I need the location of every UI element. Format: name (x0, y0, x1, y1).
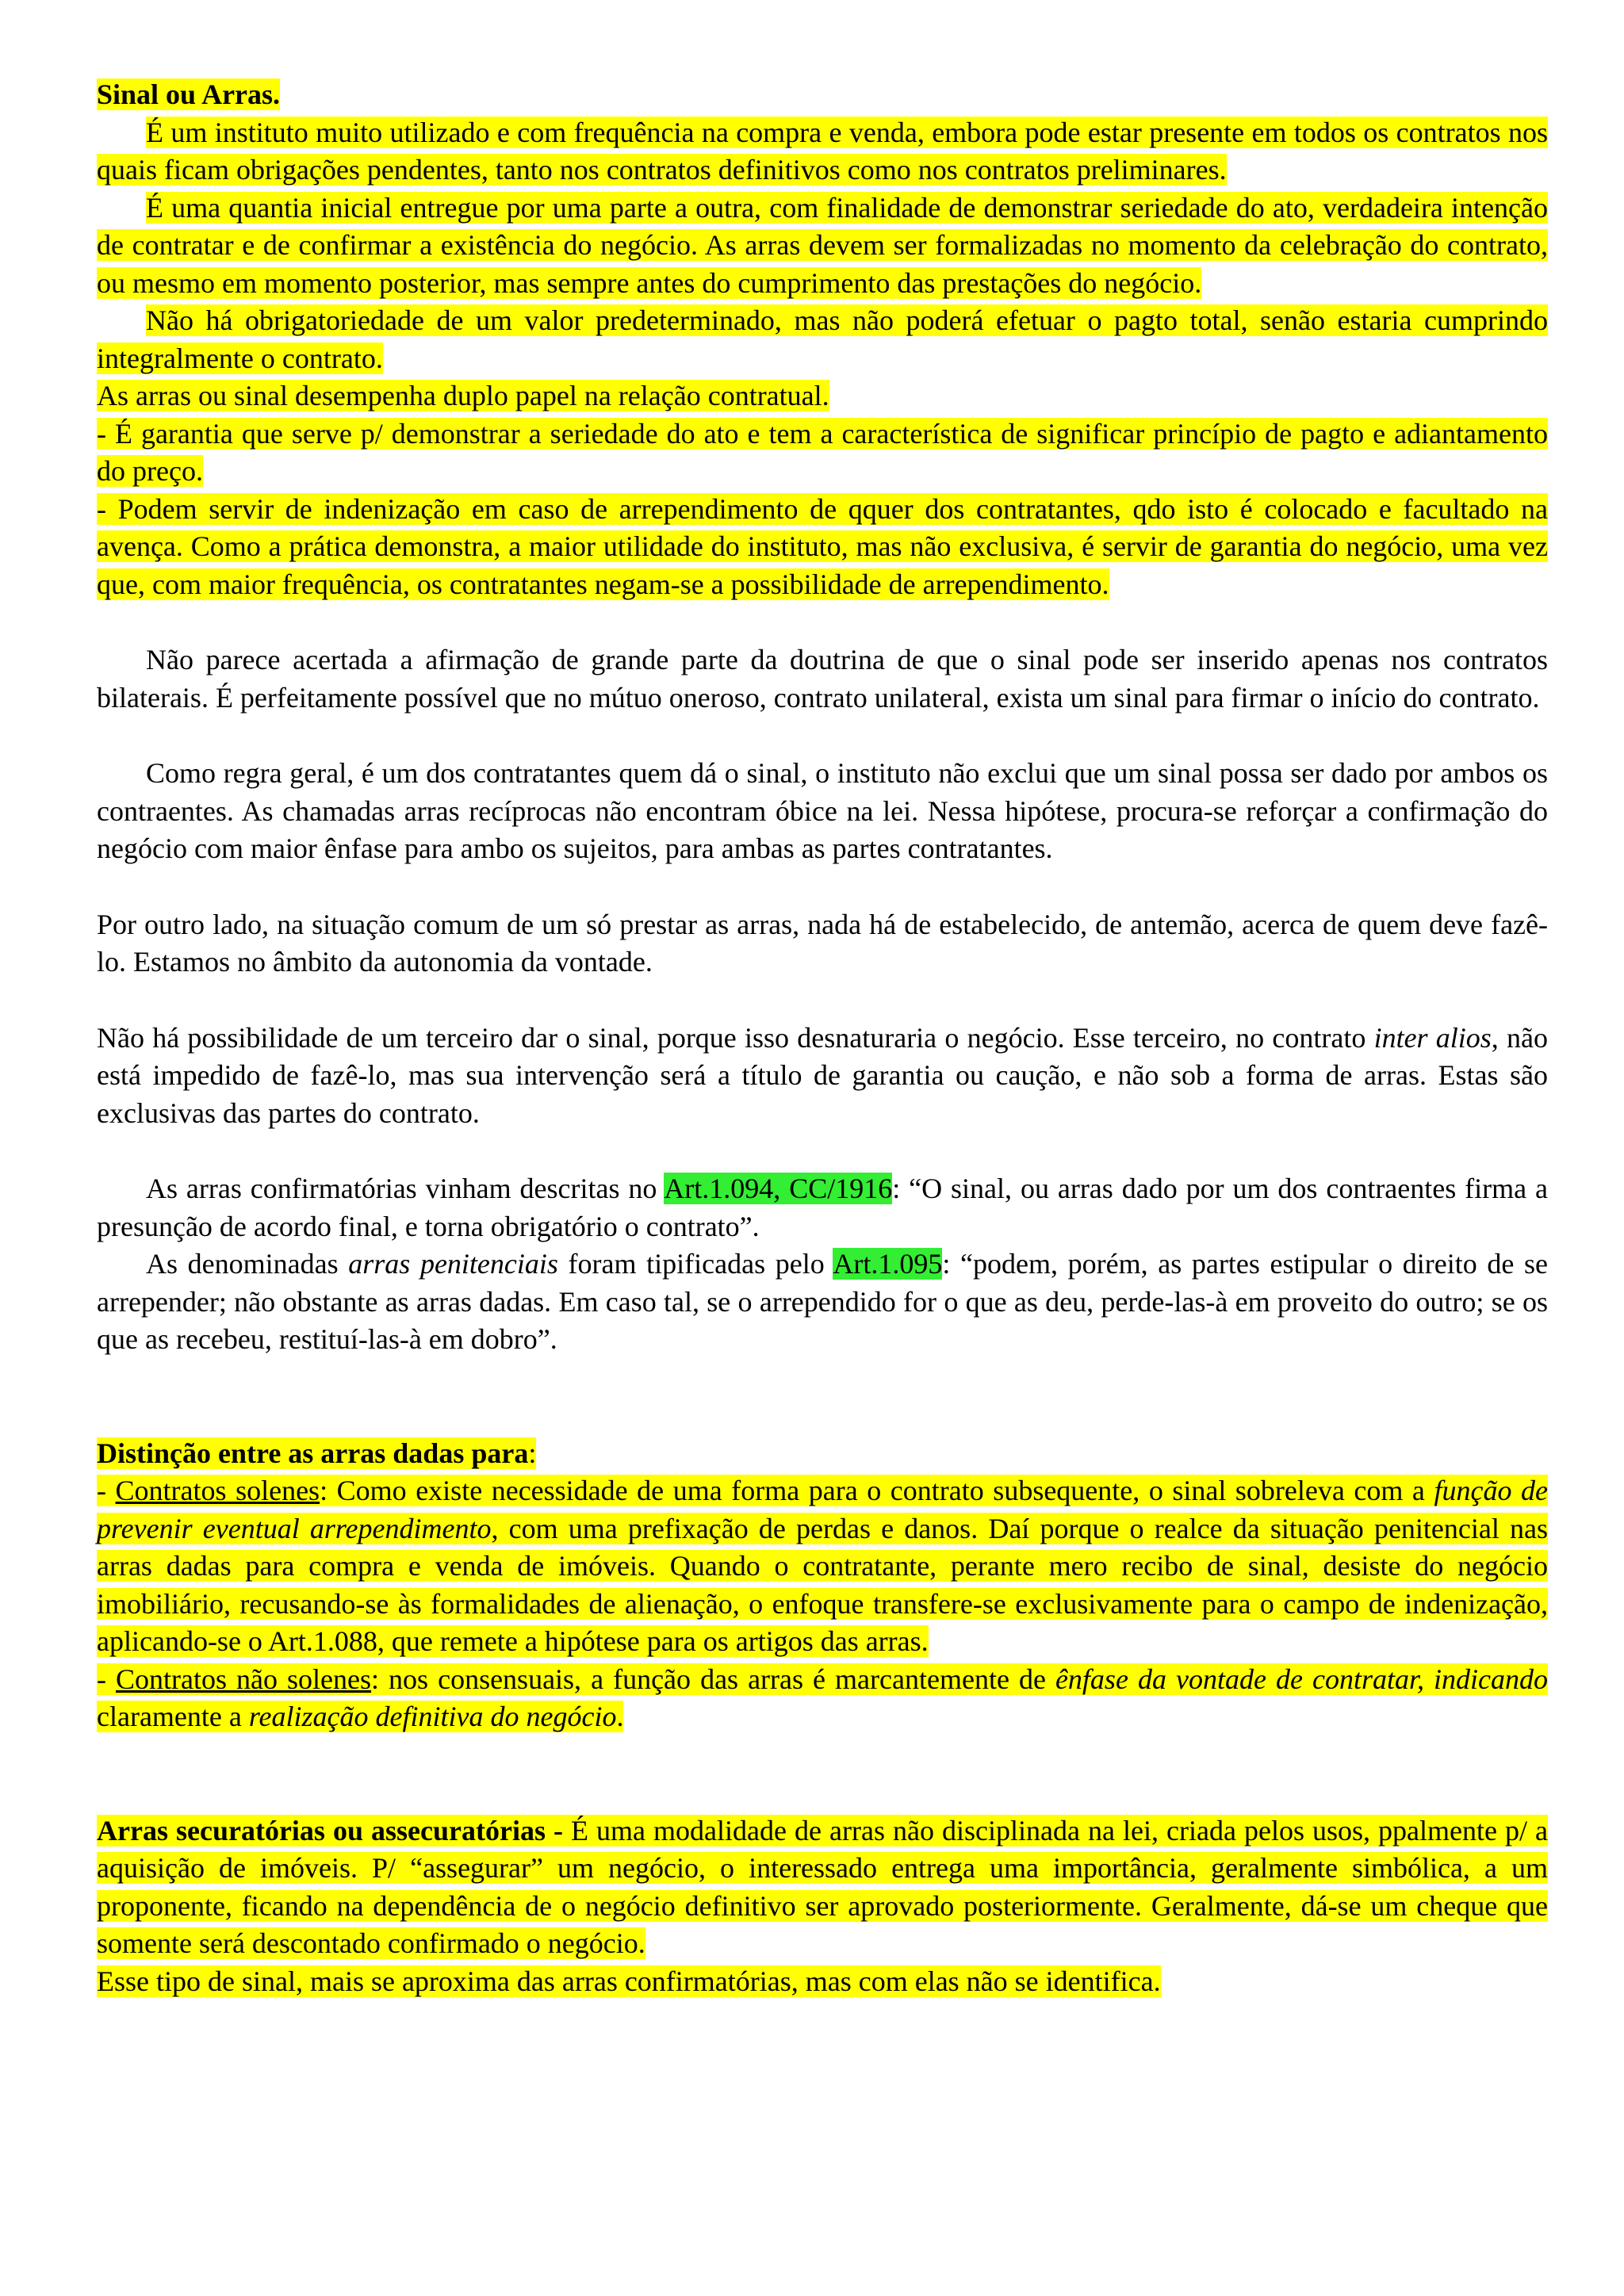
spacer (97, 868, 1548, 906)
section-distincao-title: Distinção entre as arras dadas para: (97, 1437, 537, 1469)
spacer (97, 603, 1548, 641)
list-item: - Podem servir de indenização em caso de arrependimento de qquer dos contratantes, qdo isto é colocado e facultado na avença. Como a prática demonstra, a maior utilidade do instituto, mas não exclusiva, é servir de garantia do negócio, uma vez que, com maior frequência, os contratantes negam-se a possibilidade de arrependimento. (97, 492, 1548, 600)
paragraph: Não há possibilidade de um terceiro dar o sinal, porque isso desnaturaria o negócio. Esse terceiro, no contrato inter alios, não está impedido de fazê-lo, mas sua intervenção será a título de garantia ou caução, e não sob a forma de arras. Estas são exclusivas das partes do contrato. (97, 1021, 1549, 1129)
spacer (97, 717, 1548, 755)
paragraph: Não parece acertada a afirmação de grande parte da doutrina de que o sinal pode ser inserido apenas nos contratos bilaterais. É perfeitamente possível que no mútuo oneroso, contrato unilateral, exista um sinal para firmar o início do contrato. (97, 644, 1548, 714)
paragraph: Por outro lado, na situação comum de um só prestar as arras, nada há de estabelecido, de antemão, acerca de quem deve fazê-lo. Estamos no âmbito da autonomia da vontade. (97, 908, 1548, 978)
spacer (97, 982, 1548, 1020)
paragraph: Não há obrigatoriedade de um valor predeterminado, mas não poderá efetuar o pagto total, senão estaria cumprindo integralmente o contrato. (97, 304, 1548, 374)
spacer (97, 1736, 1548, 1812)
paragraph: As denominadas arras penitenciais foram tipificadas pelo Art.1.095: “podem, porém, as partes estipular o direito de se arrepender; não obstante as arras dadas. Em caso tal, se o arrependido for o que as deu, perde-las-à em proveito do outro; se os que as recebeu, restituí-las-à em dobro”. (97, 1248, 1548, 1355)
list-item: - Contratos solenes: Como existe necessidade de uma forma para o contrato subsequente, o sinal sobreleva com a função de prevenir eventual arrependimento, com uma prefixação de perdas e danos. Daí porque o realce da situação penitencial nas arras dadas para compra e venda de imóveis. Quando o contratante, perante mero recibo de sinal, desiste do negócio imobiliário, recusando-se às formalidades de alienação, o enfoque transfere-se exclusivamente para o campo de indenização, aplicando-se o Art.1.088, que remete a hipótese para os artigos das arras. (97, 1475, 1548, 1657)
paragraph: As arras ou sinal desempenha duplo papel na relação contratual. (97, 380, 829, 411)
article-reference: Art.1.094, CC/1916 (664, 1173, 893, 1204)
spacer (97, 1132, 1548, 1170)
list-item: - Contratos não solenes: nos consensuais, a função das arras é marcantemente de ênfase da vontade de contratar, indicando claramente a realização definitiva do negócio. (97, 1663, 1548, 1732)
document-page (97, 76, 1548, 2000)
paragraph: As arras confirmatórias vinham descritas no Art.1.094, CC/1916: “O sinal, ou arras dado por um dos contraentes firma a presunção de acordo final, e torna obrigatório o contrato”. (97, 1173, 1549, 1242)
paragraph: É um instituto muito utilizado e com frequência na compra e venda, embora pode estar presente em todos os contratos nos quais ficam obrigações pendentes, tanto nos contratos definitivos como nos contratos preliminares. (97, 116, 1548, 186)
paragraph: Como regra geral, é um dos contratantes quem dá o sinal, o instituto não exclui que um sinal possa ser dado por ambos os contraentes. As chamadas arras recíprocas não encontram óbice na lei. Nessa hipótese, procura-se reforçar a confirmação do negócio com maior ênfase para ambo os sujeitos, para ambas as partes contratantes. (97, 757, 1548, 864)
paragraph: Esse tipo de sinal, mais se aproxima das arras confirmatórias, mas com elas não se identifica. (97, 1965, 1161, 1997)
paragraph: É uma quantia inicial entregue por uma parte a outra, com finalidade de demonstrar seriedade do ato, verdadeira intenção de contratar e de confirmar a existência do negócio. As arras devem ser formalizadas no momento da celebração do contrato, ou mesmo em momento posterior, mas sempre antes do cumprimento das prestações do negócio. (97, 191, 1548, 299)
section-sinal-arras-title: Sinal ou Arras. (97, 78, 281, 110)
section-assecuratorias: Arras securatórias ou assecuratórias - É uma modalidade de arras não disciplinada na lei, criada pelos usos, ppalmente p/ a aquisição de imóveis. P/ “assegurar” um negócio, o interessado entrega uma importância, geralmente simbólica, a um proponente, ficando na dependência de o negócio definitivo ser aprovado posteriormente. Geralmente, dá-se um cheque que somente será descontado confirmado o negócio. (97, 1814, 1549, 1959)
article-reference: Art.1.095 (833, 1248, 943, 1280)
spacer (97, 1359, 1548, 1435)
list-item: - É garantia que serve p/ demonstrar a seriedade do ato e tem a característica de significar princípio de pagto e adiantamento do preço. (97, 417, 1548, 487)
